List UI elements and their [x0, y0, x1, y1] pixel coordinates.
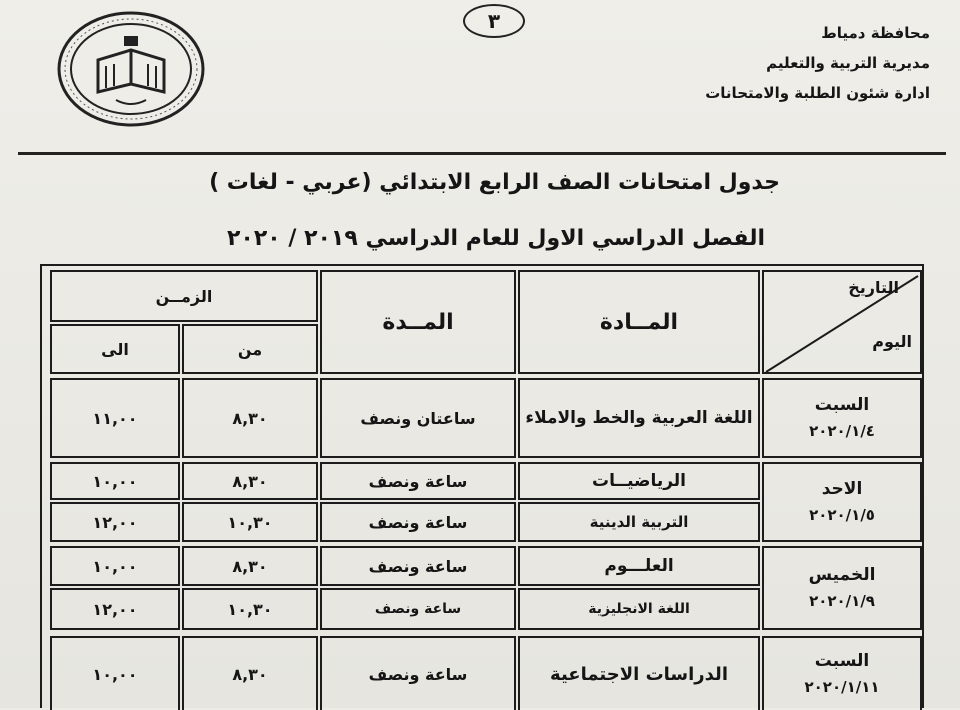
header-duration: المــدة — [320, 270, 516, 374]
header-from: من — [182, 324, 318, 374]
from-cell: ١٠,٣٠ — [182, 588, 318, 630]
duration-cell: ساعة ونصف — [320, 588, 516, 630]
duration-cell: ساعة ونصف — [320, 636, 516, 710]
header-time: الزمــن — [50, 270, 318, 322]
from-cell: ٨,٣٠ — [182, 462, 318, 500]
letterhead — [610, 18, 930, 108]
duration-cell: ساعة ونصف — [320, 546, 516, 586]
subject-cell: الرياضيــات — [518, 462, 760, 500]
day-name: السبت — [814, 651, 870, 671]
day-date: ٢٠٢٠/١/٩ — [809, 592, 875, 610]
ministry-logo — [56, 10, 206, 128]
from-cell: ١٠,٣٠ — [182, 502, 318, 542]
subject-cell: العلـــوم — [518, 546, 760, 586]
day-cell — [762, 636, 922, 710]
header-to: الى — [50, 324, 180, 374]
duration-cell: ساعة ونصف — [320, 462, 516, 500]
subject-cell: اللغة العربية والخط والاملاء — [518, 378, 760, 458]
from-cell: ٨,٣٠ — [182, 546, 318, 586]
day-cell — [762, 462, 922, 542]
page-title: جدول امتحانات الصف الرابع الابتدائي (عربي - لغات ) — [209, 170, 780, 195]
day-name: الخميس — [808, 565, 876, 585]
to-cell: ١٠,٠٠ — [50, 462, 180, 500]
from-cell: ٨,٣٠ — [182, 636, 318, 710]
page-number: ٣ — [463, 4, 525, 38]
exam-schedule-table — [40, 264, 924, 708]
page-subtitle: الفصل الدراسي الاول للعام الدراسي ٢٠١٩ / ٢٠٢٠ — [227, 226, 765, 251]
header-subject: المــادة — [518, 270, 760, 374]
to-cell: ١٠,٠٠ — [50, 636, 180, 710]
from-cell: ٨,٣٠ — [182, 378, 318, 458]
day-name: الاحد — [821, 479, 863, 499]
day-date: ٢٠٢٠/١/٤ — [809, 422, 875, 440]
day-cell — [762, 546, 922, 630]
subject-cell: التربية الدينية — [518, 502, 760, 542]
header-divider — [18, 152, 946, 155]
day-cell — [762, 378, 922, 458]
day-date: ٢٠٢٠/١/١١ — [804, 678, 880, 696]
day-name: السبت — [814, 395, 870, 415]
to-cell: ١١,٠٠ — [50, 378, 180, 458]
to-cell: ١٠,٠٠ — [50, 546, 180, 586]
subject-cell: الدراسات الاجتماعية — [518, 636, 760, 710]
duration-cell: ساعتان ونصف — [320, 378, 516, 458]
day-date: ٢٠٢٠/١/٥ — [809, 506, 875, 524]
to-cell: ١٢,٠٠ — [50, 502, 180, 542]
to-cell: ١٢,٠٠ — [50, 588, 180, 630]
administration-line: ادارة شئون الطلبة والامتحانات — [705, 84, 930, 102]
subject-cell: اللغة الانجليزية — [518, 588, 760, 630]
governorate-line: محافظة دمياط — [821, 24, 930, 42]
duration-cell: ساعة ونصف — [320, 502, 516, 542]
directorate-line: مديرية التربية والتعليم — [766, 54, 930, 72]
header-date: التاريخ — [848, 278, 899, 297]
header-day: اليوم — [872, 332, 912, 351]
